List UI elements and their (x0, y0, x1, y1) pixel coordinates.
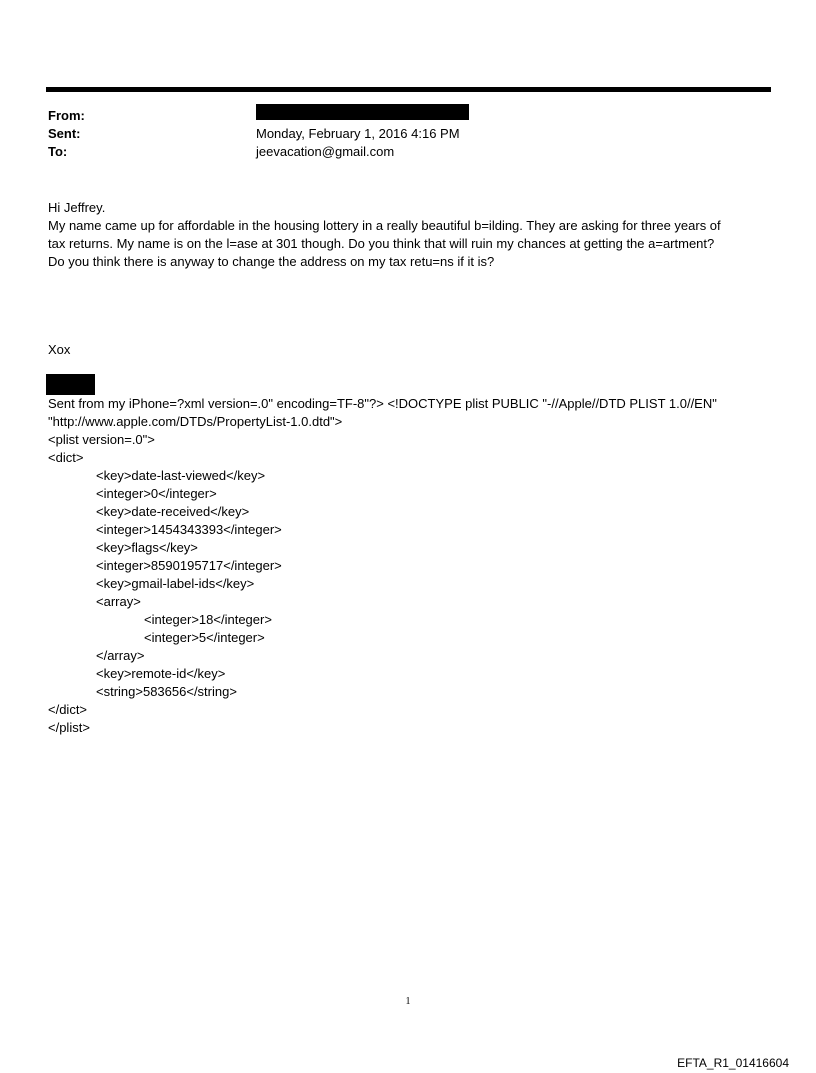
sent-value: Monday, February 1, 2016 4:16 PM (256, 126, 460, 141)
body-line: tax returns. My name is on the l=ase at 301 though. Do you think that will ruin my chances at getting the a=artment? (48, 236, 715, 251)
body-line: Do you think there is anyway to change the address on my tax retu=ns if it is? (48, 254, 495, 269)
body-line: My name came up for affordable in the housing lottery in a really beautiful b=ilding. They are asking for three years of (48, 218, 721, 233)
plist-line: <key>date-last-viewed</key> (96, 468, 266, 483)
plist-line: <key>gmail-label-ids</key> (96, 576, 255, 591)
plist-line: </dict> (48, 702, 88, 717)
plist-line: <array> (96, 594, 141, 609)
from-label: From: (48, 108, 85, 123)
greeting: Hi Jeffrey. (48, 200, 106, 215)
plist-line: <dict> (48, 450, 84, 465)
plist-line: <integer>5</integer> (144, 630, 265, 645)
plist-line: <key>date-received</key> (96, 504, 250, 519)
signature-redaction (46, 374, 95, 395)
plist-line: <key>flags</key> (96, 540, 198, 555)
plist-line: <string>583656</string> (96, 684, 237, 699)
plist-line: <key>remote-id</key> (96, 666, 226, 681)
header-rule (46, 87, 771, 92)
plist-line: <plist version=.0"> (48, 432, 155, 447)
plist-line: <integer>8590195717</integer> (96, 558, 282, 573)
signoff: Xox (48, 342, 71, 357)
plist-line: </array> (96, 648, 145, 663)
to-value: jeevacation@gmail.com (256, 144, 395, 159)
to-label: To: (48, 144, 68, 159)
plist-line: </plist> (48, 720, 90, 735)
plist-line: <integer>18</integer> (144, 612, 272, 627)
plist-line: <integer>1454343393</integer> (96, 522, 282, 537)
plist-line: "http://www.apple.com/DTDs/PropertyList-1.0.dtd"> (48, 414, 343, 429)
from-redaction (256, 104, 469, 120)
plist-line: Sent from my iPhone=?xml version=.0" encoding=TF-8"?> <!DOCTYPE plist PUBLIC "-//Apple//DTD PLIST 1.0//EN" (48, 396, 717, 411)
document-id: EFTA_R1_01416604 (677, 1056, 789, 1070)
sent-label: Sent: (48, 126, 81, 141)
page-number: 1 (405, 996, 411, 1007)
plist-line: <integer>0</integer> (96, 486, 217, 501)
